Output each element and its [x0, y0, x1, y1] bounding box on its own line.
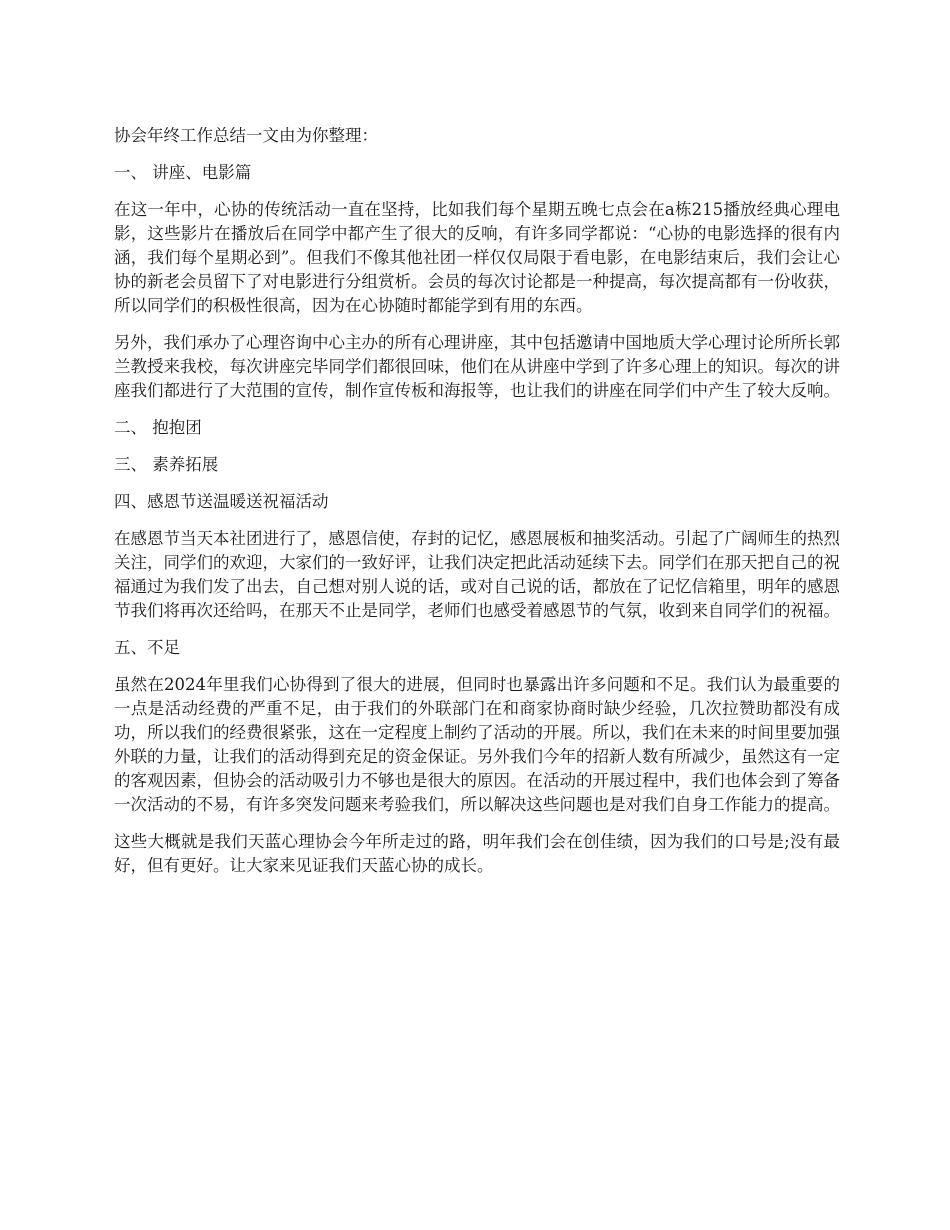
section-heading-quality-expansion: 三、 素养拓展 [114, 455, 219, 474]
paragraph-shortcomings: 虽然在2024年里我们心协得到了很大的进展，但同时也暴露出许多问题和不足。我们认为最重要的一点是活动经费的严重不足，由于我们的外联部门在和商家协商时缺少经验，几次拉赞助都没有成功，所以我们的经费很紧张，这在一定程度上制约了活动的开展。所以，我们在未来的时间里要加强外联的力量，让我们的活动得到充足的资金保证。另外我们今年的招新人数有所减少，虽然这有一定的客观因素，但协会的活动吸引力不够也是很大的原因。在活动的开展过程中，我们也体会到了筹备一次活动的不易，有许多突发问题来考验我们，所以解决这些问题也是对我们自身工作能力的提高。 [114, 675, 840, 814]
paragraph-lectures: 另外，我们承办了心理咨询中心主办的所有心理讲座，其中包括邀请中国地质大学心理讨论所所长郭兰教授来我校，每次讲座完毕同学们都很回味，他们在从讲座中学到了许多心理上的知识。每次的讲座我们都进行了大范围的宣传，制作宣传板和海报等，也让我们的讲座在同学们中产生了较大反响。 [114, 333, 840, 400]
intro-line: 协会年终工作总结一文由为你整理： [114, 126, 378, 145]
section-heading-shortcomings: 五、不足 [114, 638, 180, 657]
section-heading-hug-group: 二、 抱抱团 [114, 418, 202, 437]
section-heading-lectures: 一、 讲座、电影篇 [114, 163, 252, 182]
paragraph-closing: 这些大概就是我们天蓝心理协会今年所走过的路，明年我们会在创佳绩，因为我们的口号是;没有最好，但有更好。让大家来见证我们天蓝心协的成长。 [114, 832, 840, 875]
paragraph-thanksgiving: 在感恩节当天本社团进行了，感恩信使，存封的记忆，感恩展板和抽奖活动。引起了广阔师生的热烈关注，同学们的欢迎，大家们的一致好评，让我们决定把此活动延续下去。同学们在那天把自己的祝福通过为我们发了出去，自己想对别人说的话，或对自己说的话，都放在了记忆信箱里，明年的感恩节我们将再次还给吗，在那天不止是同学，老师们也感受着感恩节的气氛，收到来自同学们的祝福。 [114, 529, 840, 620]
section-heading-thanksgiving: 四、感恩节送温暖送祝福活动 [114, 492, 329, 511]
paragraph-movies: 在这一年中，心协的传统活动一直在坚持，比如我们每个星期五晚七点会在a栋215播放经典心理电影，这些影片在播放后在同学中都产生了很大的反响，有许多同学都说：“心协的电影选择的很有内涵，我们每个星期必到”。但我们不像其他社团一样仅仅局限于看电影，在电影结束后，我们会让心协的新老会员留下了对电影进行分组赏析。会员的每次讨论都是一种提高，每次提高都有一份收获，所以同学们的积极性很高，因为在心协随时都能学到有用的东西。 [114, 200, 840, 315]
document-page [114, 124, 840, 891]
